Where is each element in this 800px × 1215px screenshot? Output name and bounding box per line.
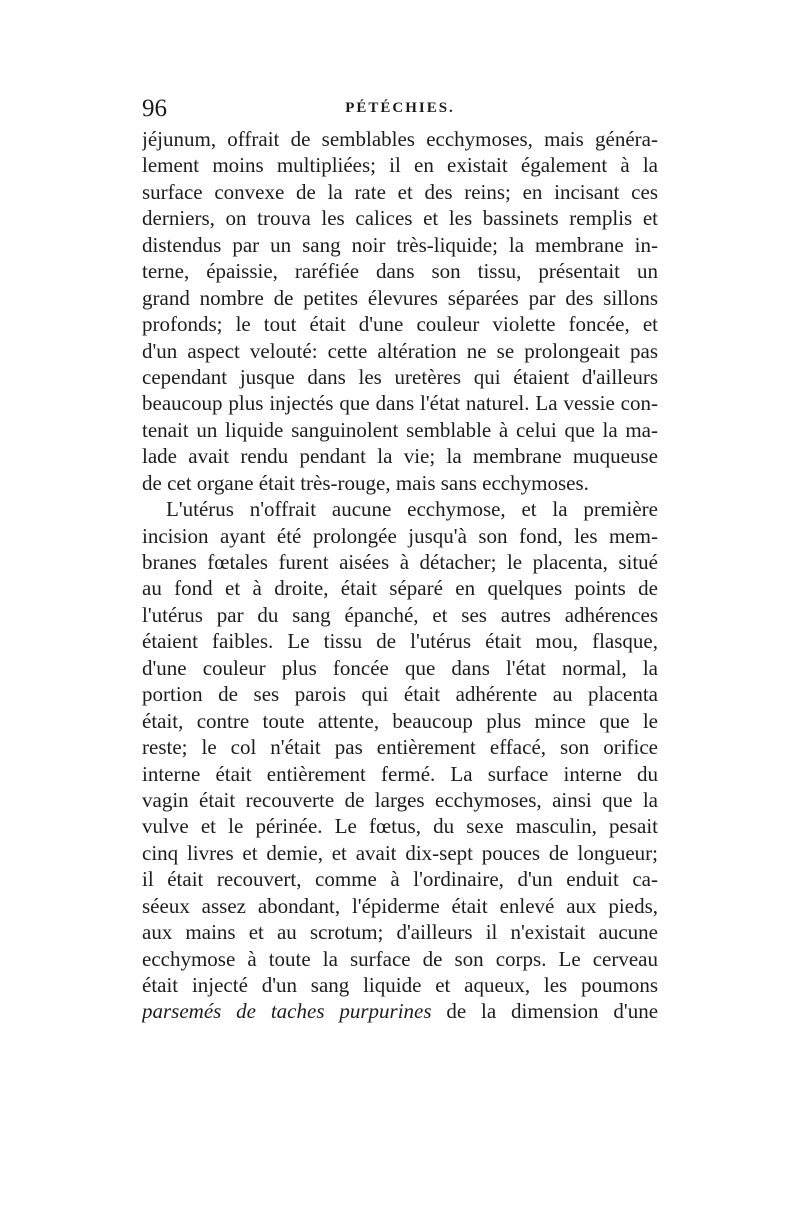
text-line: de cet organe était très-rouge, mais sans ecchymoses. — [142, 470, 589, 495]
text-line: il était recouvert, comme à l'ordinaire, d'un enduit ca- — [142, 867, 658, 892]
italic-phrase: parsemés de taches purpurines — [142, 999, 432, 1024]
body-text — [142, 126, 658, 1025]
text-line: cinq livres et demie, et avait dix-sept pouces de longueur; — [142, 840, 658, 865]
final-line-rest: de la dimension d'une — [431, 999, 658, 1024]
text-line: incision ayant été prolongée jusqu'à son fond, les mem- — [142, 523, 658, 548]
text-line: portion de ses parois qui était adhérente au placenta — [142, 682, 658, 707]
text-line: surface convexe de la rate et des reins; en incisant ces — [142, 179, 658, 204]
text-line: terne, épaissie, raréfiée dans son tissu, présentait un — [142, 259, 658, 284]
page-number: 96 — [142, 95, 167, 122]
text-line: cependant jusque dans les uretères qui étaient d'ailleurs — [142, 364, 658, 389]
text-line: lade avait rendu pendant la vie; la membrane muqueuse — [142, 444, 658, 469]
text-line: au fond et à droite, était séparé en quelques points de — [142, 576, 658, 601]
text-line: jéjunum, offrait de semblables ecchymoses, mais généra- — [142, 127, 658, 151]
text-line: d'un aspect velouté: cette altération ne se prolongeait pas — [142, 338, 658, 363]
text-line: grand nombre de petites élevures séparées par des sillons — [142, 285, 658, 310]
text-line: vagin était recouverte de larges ecchymoses, ainsi que la — [142, 787, 658, 812]
text-line: ecchymose à toute la surface de son corps. Le cerveau — [142, 946, 658, 971]
paragraph-start-line: L'utérus n'offrait aucune ecchymose, et la première — [166, 497, 658, 522]
text-line: distendus par un sang noir très-liquide; la membrane in- — [142, 232, 658, 257]
text-line: était, contre toute attente, beaucoup plus mince que le — [142, 708, 658, 733]
text-line: branes fœtales furent aisées à détacher; le placenta, situé — [142, 550, 658, 574]
running-title: PÉTÉCHIES. — [345, 100, 455, 116]
text-line: profonds; le tout était d'une couleur violette foncée, et — [142, 312, 658, 337]
text-line: aux mains et au scrotum; d'ailleurs il n'existait aucune — [142, 920, 658, 945]
text-line: étaient faibles. Le tissu de l'utérus était mou, flasque, — [142, 629, 658, 654]
text-line: l'utérus par du sang épanché, et ses autres adhérences — [142, 602, 658, 627]
text-line: séeux assez abondant, l'épiderme était enlevé aux pieds, — [142, 893, 658, 918]
text-line: vulve et le périnée. Le fœtus, du sexe masculin, pesait — [142, 814, 658, 839]
text-line: derniers, on trouva les calices et les bassinets remplis et — [142, 206, 658, 231]
text-line: était injecté d'un sang liquide et aqueux, les poumons — [142, 973, 658, 997]
text-line: beaucoup plus injectés que dans l'état naturel. La vessie con- — [142, 391, 658, 416]
text-line: interne était entièrement fermé. La surface interne du — [142, 761, 658, 786]
text-line: tenait un liquide sanguinolent semblable à celui que la ma- — [142, 417, 658, 442]
text-line: d'une couleur plus foncée que dans l'état normal, la — [142, 655, 658, 680]
running-head — [142, 96, 658, 126]
text-line: lement moins multipliées; il en existait également à la — [142, 153, 658, 178]
final-text-line — [142, 998, 658, 1024]
text-line: reste; le col n'était pas entièrement effacé, son orifice — [142, 735, 658, 760]
